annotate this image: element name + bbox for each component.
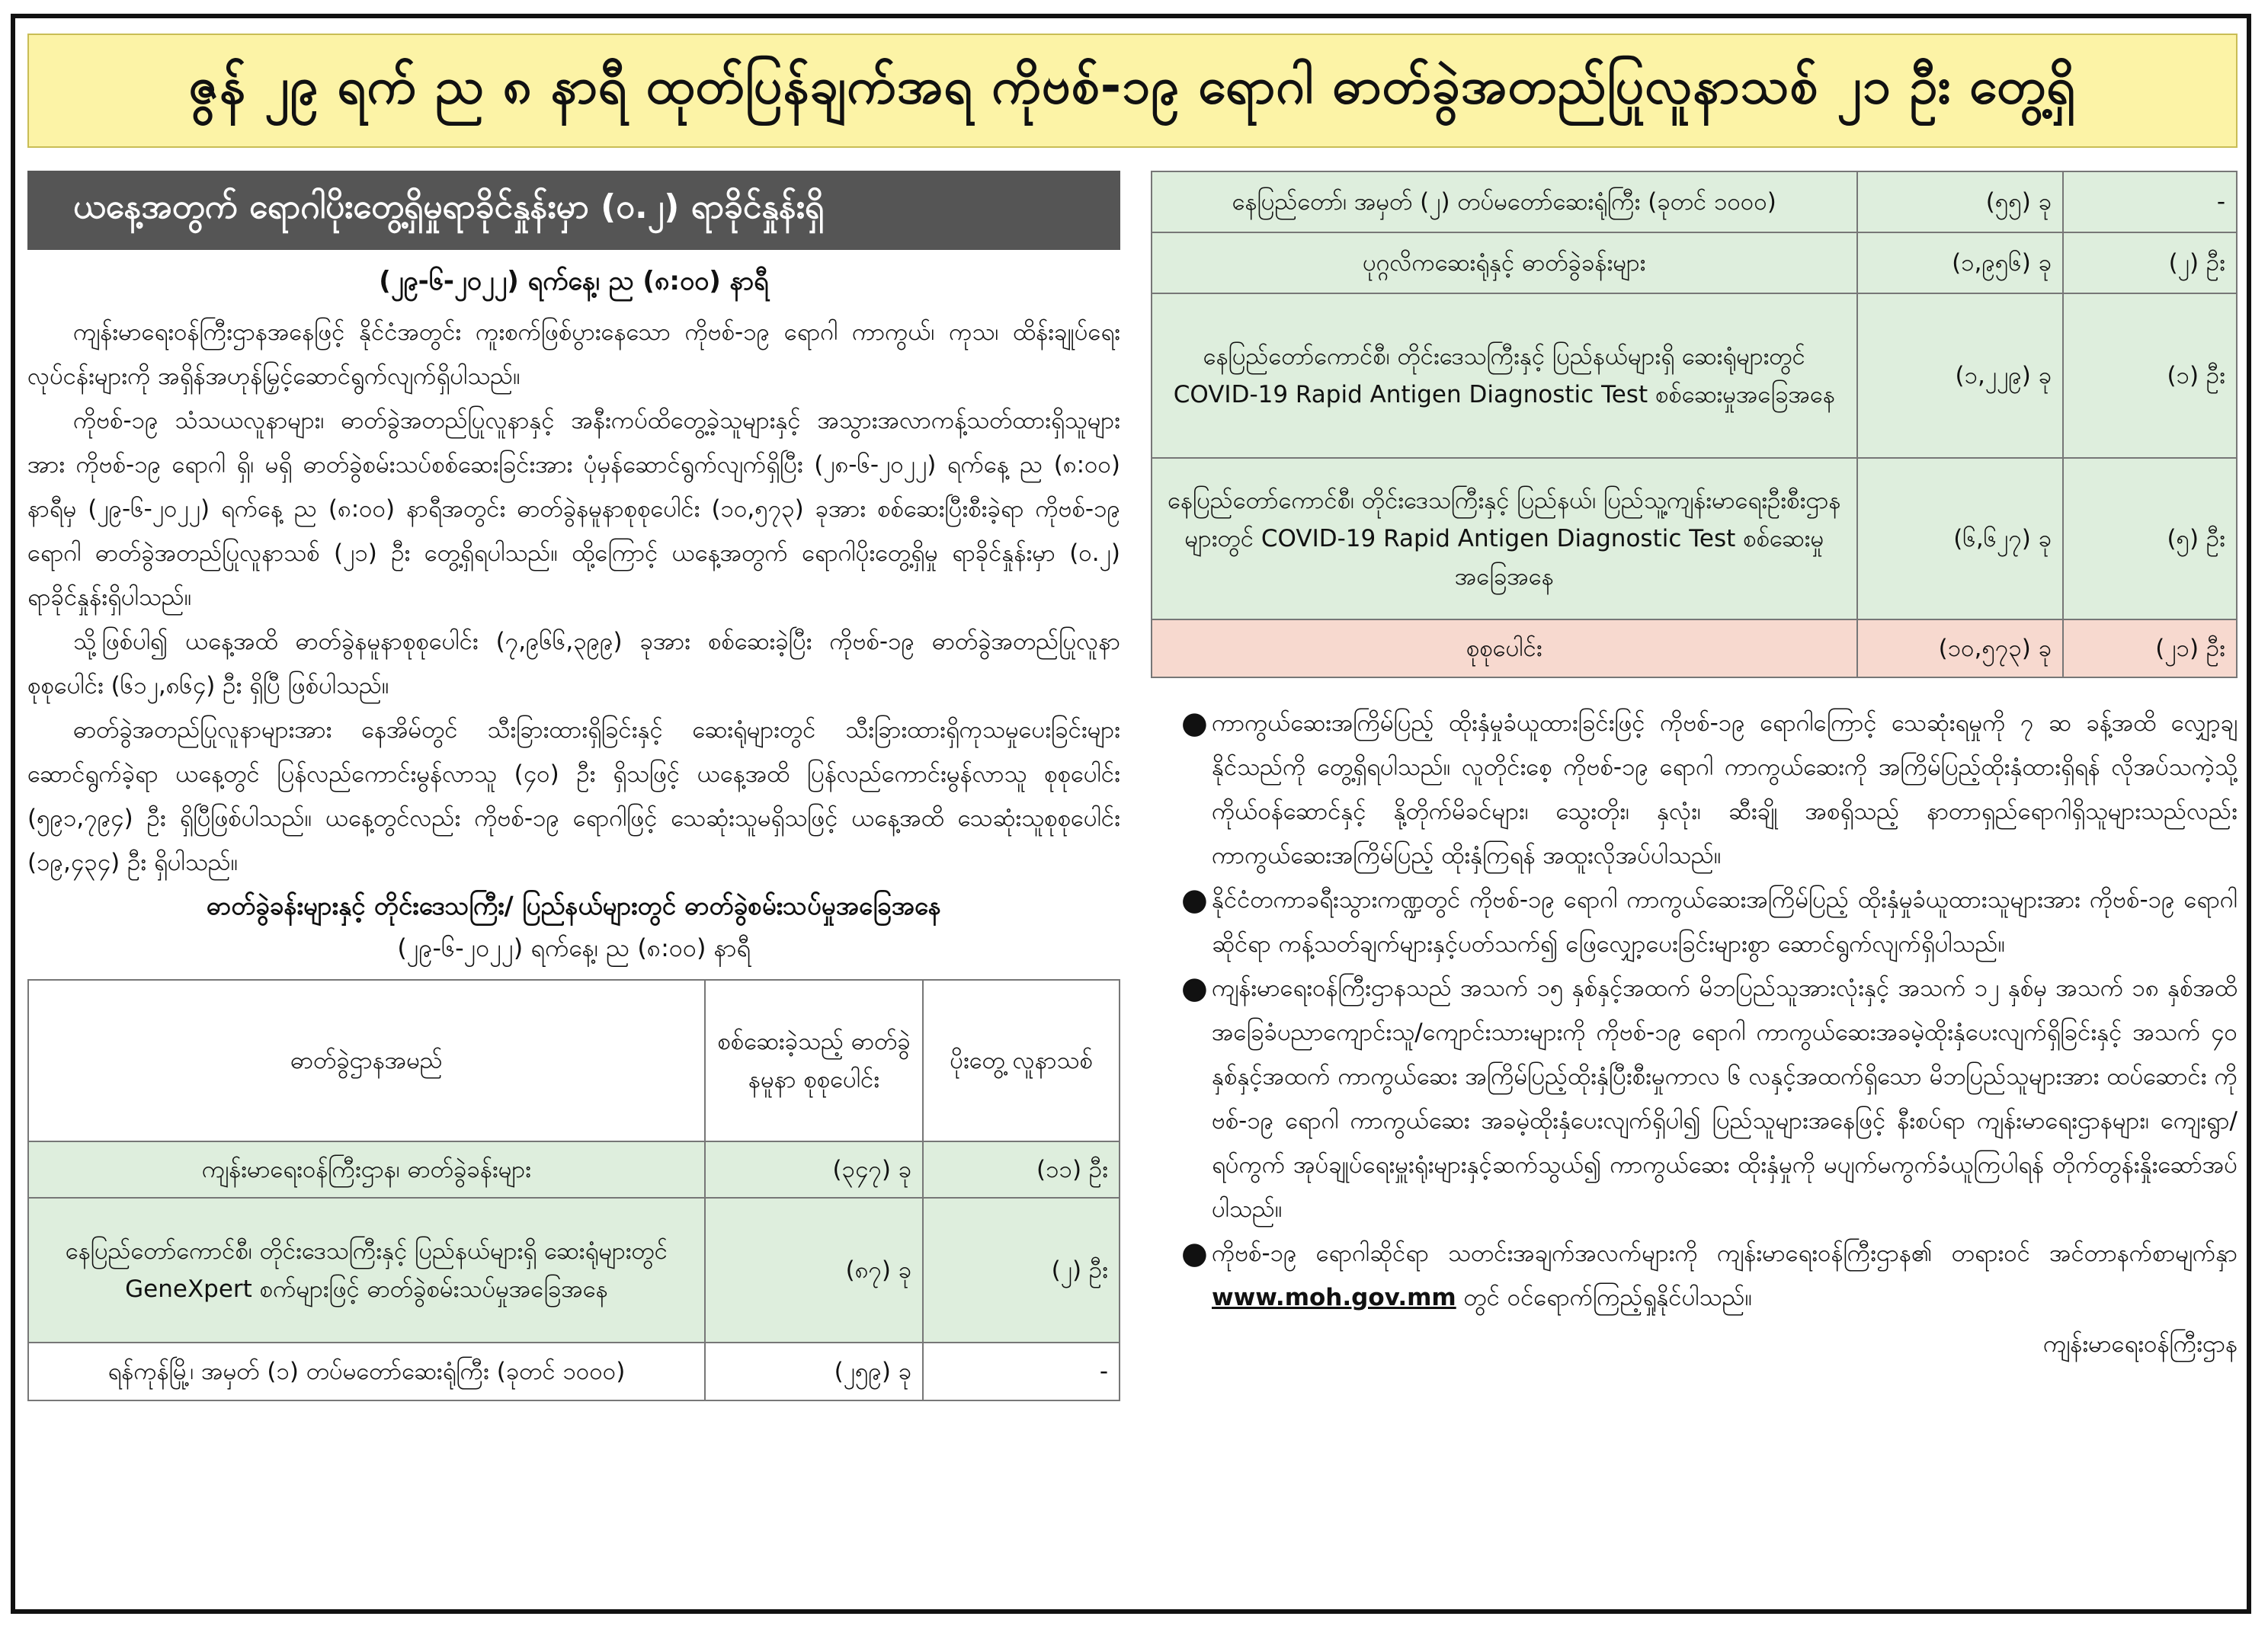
row-samples: (၁,၉၅၆) ခု bbox=[1857, 232, 2064, 293]
list-item bbox=[1151, 1231, 2238, 1320]
bullet-text-website bbox=[1212, 1231, 2238, 1320]
row-lab-name: နေပြည်တော်ကောင်စီ၊ တိုင်းဒေသကြီးနှင့် ပြည်နယ်များရှိ ဆေးရုံများတွင် GeneXpert စက်များဖြင့် ဓာတ်ခွဲစမ်းသပ်မှုအခြေအနေ bbox=[28, 1198, 705, 1343]
header-new-cases: ပိုးတွေ့ လူနာသစ် bbox=[923, 980, 1120, 1141]
row-samples: (၂၅၉) ခု bbox=[705, 1343, 923, 1400]
bullet-text: ကာကွယ်ဆေးအကြိမ်ပြည့် ထိုးနှံမှုခံယူထားခြင်းဖြင့် ကိုဗစ်-၁၉ ရောဂါကြောင့် သေဆုံးရမှုကို ၇ ဆ ခန့်အထိ လျှော့ချနိုင်သည်ကို တွေ့ရှိရပါသည်။ လူတိုင်းစေ့ ကိုဗစ်-၁၉ ရောဂါ ကာကွယ်ဆေးကို အကြိမ်ပြည့်ထိုးနှံထားရှိရန် လိုအပ်သကဲ့သို့ ကိုယ်ဝန်ဆောင်နှင့် နို့တိုက်မိခင်များ၊ သွေးတိုး၊ နှလုံး၊ ဆီးချို အစရှိသည့် နာတာရှည်ရောဂါရှိသူများသည်လည်း ကာကွယ်ဆေးအကြိမ်ပြည့် ထိုးနှံကြရန် အထူးလိုအပ်ပါသည်။ bbox=[1212, 709, 2238, 869]
row-cases: - bbox=[923, 1343, 1120, 1400]
table-row bbox=[1152, 232, 2237, 293]
paragraph-recovery: ဓာတ်ခွဲအတည်ပြုလူနာများအား နေအိမ်တွင် သီးခြားထားရှိခြင်းနှင့် ဆေးရုံများတွင် သီးခြားထားရှိကုသမှုပေးခြင်းများဆောင်ရွက်ခဲ့ရာ ယနေ့တွင် ပြန်လည်ကောင်းမွန်လာသူ (၄၀) ဦး ရှိသဖြင့် ယနေ့အထိ ပြန်လည်ကောင်းမွန်လာသူ စုစုပေါင်း (၅၉၁,၇၉၄) ဦး ရှိပြီဖြစ်ပါသည်။ ယနေ့တွင်လည်း ကိုဗစ်-၁၉ ရောဂါဖြင့် သေဆုံးသူမရှိသဖြင့် ယနေ့အထိ သေဆုံးသူစုစုပေါင်း (၁၉,၄၃၄) ဦး ရှိပါသည်။ bbox=[27, 716, 1120, 876]
row-cases: - bbox=[2063, 171, 2237, 232]
table-row bbox=[28, 1198, 1120, 1343]
bullet-text: နိုင်ငံတကာခရီးသွားကဏ္ဍတွင် ကိုဗစ်-၁၉ ရောဂါ ကာကွယ်ဆေးအကြိမ်ပြည့် ထိုးနှံမှုခံယူထားသူများအား ကိုဗစ်-၁၉ ရောဂါဆိုင်ရာ ကန့်သတ်ချက်များနှင့်ပတ်သက်၍ ဖြေလျှော့ပေးခြင်းများစွာ ဆောင်ရွက်လျက်ရှိပါသည်။ bbox=[1212, 886, 2238, 958]
table-row bbox=[1152, 171, 2237, 232]
bullet-text-after-link: တွင် ဝင်ရောက်ကြည့်ရှုနိုင်ပါသည်။ bbox=[1456, 1284, 1752, 1311]
moh-website-link[interactable]: www.moh.gov.mm bbox=[1212, 1284, 1456, 1311]
total-cases: (၂၁) ဦး bbox=[2063, 619, 2237, 677]
row-cases: (၅) ဦး bbox=[2063, 458, 2237, 619]
table-row bbox=[28, 1141, 1120, 1198]
list-item bbox=[1151, 878, 2238, 966]
row-samples: (၈၇) ခု bbox=[705, 1198, 923, 1343]
lab-testing-table-continued bbox=[1151, 171, 2238, 678]
header-samples: စစ်ဆေးခဲ့သည့် ဓာတ်ခွဲနမူနာ စုစုပေါင်း bbox=[705, 980, 923, 1141]
positivity-rate-banner: ယနေ့အတွက် ရောဂါပိုးတွေ့ရှိမှုရာခိုင်နှုန်းမှာ (၀.၂) ရာခိုင်နှုန်းရှိ bbox=[27, 171, 1120, 250]
table-title: ဓာတ်ခွဲခန်းများနှင့် တိုင်းဒေသကြီး/ ပြည်နယ်များတွင် ဓာတ်ခွဲစမ်းသပ်မှုအခြေအနေ bbox=[207, 891, 941, 920]
total-label: စုစုပေါင်း bbox=[1152, 619, 1857, 677]
row-cases: (၂) ဦး bbox=[923, 1198, 1120, 1343]
bullet-icon: ● bbox=[1181, 706, 1208, 741]
bullet-icon: ● bbox=[1181, 882, 1208, 917]
lab-testing-table bbox=[27, 979, 1120, 1401]
row-lab-name: နေပြည်တော်ကောင်စီ၊ တိုင်းဒေသကြီးနှင့် ပြည်နယ်များရှိ ဆေးရုံများတွင် COVID-19 Rapid Antigen Diagnostic Test စစ်ဆေးမှုအခြေအနေ bbox=[1152, 293, 1857, 458]
row-samples: (၅၅) ခု bbox=[1857, 171, 2064, 232]
bullet-icon: ● bbox=[1181, 971, 1208, 1006]
advisory-bullets bbox=[1151, 701, 2238, 1365]
row-lab-name: ရန်ကုန်မြို့၊ အမှတ် (၁) တပ်မတော်ဆေးရုံကြီး (ခုတင် ၁၀၀၀) bbox=[28, 1343, 705, 1400]
row-lab-name: ပုဂ္ဂလိကဆေးရုံနှင့် ဓာတ်ခွဲခန်းများ bbox=[1152, 232, 1857, 293]
row-cases: (၁၁) ဦး bbox=[923, 1141, 1120, 1198]
list-item bbox=[1151, 966, 2238, 1231]
row-samples: (၁,၂၂၉) ခု bbox=[1857, 293, 2064, 458]
row-cases: (၁) ဦး bbox=[2063, 293, 2237, 458]
paragraph-testing: ကိုဗစ်-၁၉ သံသယလူနာများ၊ ဓာတ်ခွဲအတည်ပြုလူနာနှင့် အနီးကပ်ထိတွေ့ခဲ့သူများနှင့် အသွားအလာကန့်သတ်ထားရှိသူများအား ကိုဗစ်-၁၉ ရောဂါ ရှိ၊ မရှိ ဓာတ်ခွဲစမ်းသပ်စစ်ဆေးခြင်းအား ပုံမှန်ဆောင်ရွက်လျက်ရှိပြီး (၂၈-၆-၂၀၂၂) ရက်နေ့ ည (၈:၀၀) နာရီမှ (၂၉-၆-၂၀၂၂) ရက်နေ့ ည (၈:၀၀) နာရီအတွင်း ဓာတ်ခွဲနမူနာစုစုပေါင်း (၁၀,၅၇၃) ခုအား စစ်ဆေးပြီးစီးခဲ့ရာ ကိုဗစ်-၁၉ ရောဂါ ဓာတ်ခွဲအတည်ပြုလူနာသစ် (၂၁) ဦး တွေ့ရှိရပါသည်။ ထို့ကြောင့် ယနေ့အတွက် ရောဂါပိုးတွေ့ရှိမှု ရာခိုင်နှုန်းမှာ (၀.၂) ရာခိုင်နှုန်းရှိပါသည်။ bbox=[27, 407, 1120, 611]
row-lab-name: နေပြည်တော်၊ အမှတ် (၂) တပ်မတော်ဆေးရုံကြီး (ခုတင် ၁၀၀၀) bbox=[1152, 171, 1857, 232]
report-dateline: (၂၉-၆-၂၀၂၂) ရက်နေ့၊ ည (၈:၀၀) နာရီ bbox=[379, 266, 769, 296]
table-total-row bbox=[1152, 619, 2237, 677]
right-column bbox=[1151, 171, 2238, 1365]
table-header-row bbox=[28, 980, 1120, 1141]
list-item bbox=[1151, 701, 2238, 878]
row-lab-name: ကျန်းမာရေးဝန်ကြီးဌာန၊ ဓာတ်ခွဲခန်းများ bbox=[28, 1141, 705, 1198]
bullet-text: ကျန်းမာရေးဝန်ကြီးဌာနသည် အသက် ၁၅ နှစ်နှင့်အထက် မိဘပြည်သူအားလုံးနှင့် အသက် ၁၂ နှစ်မှ အသက် ၁၈ နှစ်အထိ အခြေခံပညာကျောင်းသူ/ကျောင်းသားများကို ကိုဗစ်-၁၉ ရောဂါ ကာကွယ်ဆေးအခမဲ့ထိုးနှံပေးလျက်ရှိခြင်းနှင့် အသက် ၄၀ နှစ်နှင့်အထက် ကာကွယ်ဆေး အကြိမ်ပြည့်ထိုးနှံပြီးစီးမှုကာလ ၆ လနှင့်အထက်ရှိသော မိဘပြည်သူများအား ထပ်ဆောင်း ကိုဗစ်-၁၉ ရောဂါ ကာကွယ်ဆေး အခမဲ့ထိုးနှံပေးလျက်ရှိပါ၍ ပြည်သူများအနေဖြင့် နီးစပ်ရာ ကျန်းမာရေးဌာနများ၊ ကျေးရွာ/ရပ်ကွက် အုပ်ချုပ်ရေးမှူးရုံးများနှင့်ဆက်သွယ်၍ ကာကွယ်ဆေး ထိုးနှံမှုကို မပျက်မကွက်ခံယူကြပါရန် တိုက်တွန်းနှိုးဆော်အပ်ပါသည်။ bbox=[1212, 975, 2238, 1223]
paragraph-totals: သို့ဖြစ်ပါ၍ ယနေ့အထိ ဓာတ်ခွဲနမူနာစုစုပေါင်း (၇,၉၆၆,၃၉၉) ခုအား စစ်ဆေးခဲ့ပြီး ကိုဗစ်-၁၉ ဓာတ်ခွဲအတည်ပြုလူနာ စုစုပေါင်း (၆၁၂,၈၆၄) ဦး ရှိပြီ ဖြစ်ပါသည်။ bbox=[27, 628, 1120, 699]
row-samples: (၆,၆၂၇) ခု bbox=[1857, 458, 2064, 619]
table-row bbox=[28, 1343, 1120, 1400]
row-lab-name: နေပြည်တော်ကောင်စီ၊ တိုင်းဒေသကြီးနှင့် ပြည်နယ်၊ ပြည်သူ့ကျန်းမာရေးဦးစီးဌာနများတွင် COVID-19 Rapid Antigen Diagnostic Test စစ်ဆေးမှုအခြေအနေ bbox=[1152, 458, 1857, 619]
paragraph-intro: ကျန်းမာရေးဝန်ကြီးဌာနအနေဖြင့် နိုင်ငံအတွင်း ကူးစက်ဖြစ်ပွားနေသော ကိုဗစ်-၁၉ ရောဂါ ကာကွယ်၊ ကုသ၊ ထိန်းချုပ်ရေးလုပ်ငန်းများကို အရှိန်အဟုန်မြှင့်ဆောင်ရွက်လျက်ရှိပါသည်။ bbox=[27, 318, 1120, 390]
total-samples: (၁၀,၅၇၃) ခု bbox=[1857, 619, 2064, 677]
header-lab-name: ဓာတ်ခွဲဌာနအမည် bbox=[28, 980, 705, 1141]
table-dateline: (၂၉-၆-၂၀၂၂) ရက်နေ့၊ ည (၈:၀၀) နာရီ bbox=[397, 933, 751, 962]
bullet-text-before-link: ကိုဗစ်-၁၉ ရောဂါဆိုင်ရာ သတင်းအချက်အလက်များကို ကျန်းမာရေးဝန်ကြီးဌာန၏ တရားဝင် အင်တာနက်စာမျက်နှာ bbox=[1212, 1240, 2238, 1267]
row-samples: (၃၄၇) ခု bbox=[705, 1141, 923, 1198]
table-row bbox=[1152, 458, 2237, 619]
row-cases: (၂) ဦး bbox=[2063, 232, 2237, 293]
ministry-signature: ကျန်းမာရေးဝန်ကြီးဌာန bbox=[2043, 1330, 2238, 1358]
bullet-icon: ● bbox=[1181, 1236, 1208, 1271]
headline: ဇွန် ၂၉ ရက် ည ၈ နာရီ ထုတ်ပြန်ချက်အရ ကိုဗစ်-၁၉ ရောဂါ ဓာတ်ခွဲအတည်ပြုလူနာသစ် ၂၁ ဦး တွေ့ရှိ bbox=[27, 34, 2238, 148]
table-row bbox=[1152, 293, 2237, 458]
left-column bbox=[27, 171, 1120, 1401]
